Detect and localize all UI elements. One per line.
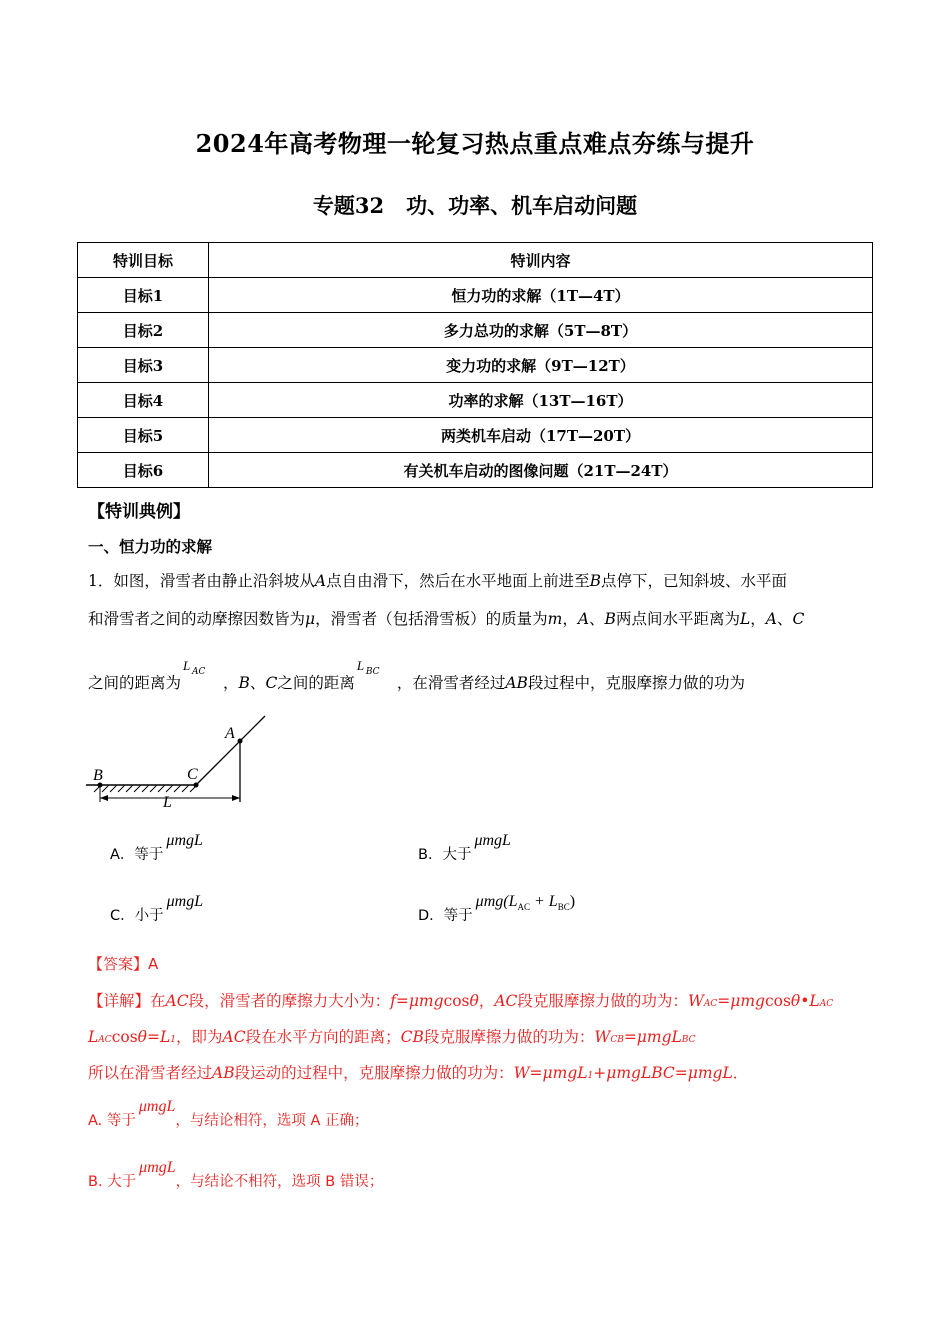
- section-1-heading: 一、恒力功的求解: [88, 537, 213, 556]
- table-cell-content: 变力功的求解（9T—12T）: [209, 348, 873, 383]
- explain-line-3: 所以在滑雪者经过AB段运动的过程中，克服摩擦力做的功为：W=μmgL1+μmgLBC=μmgL．: [88, 1064, 749, 1082]
- table-cell-content: 两类机车启动（17T—20T）: [209, 418, 873, 453]
- explain-line-1: 【详解】在AC段，滑雪者的摩擦力大小为：f=μmgcosθ，AC段克服摩擦力做的功为：WAC=μmgcosθ•LAC: [88, 992, 834, 1010]
- table-cell-target: 目标4: [78, 383, 209, 418]
- table-cell-content: 有关机车启动的图像问题（21T—24T）: [209, 453, 873, 488]
- l-arrow-right: [232, 795, 240, 801]
- l-arrow-left: [100, 795, 108, 801]
- table-cell-content: 多力总功的求解（5T—8T）: [209, 313, 873, 348]
- table-cell-target: 目标1: [78, 278, 209, 313]
- question-line-3: 之间的距离为 L AC ，B、C之间的距离 L BC ，在滑雪者经过AB段过程中，克服摩擦力做的功为: [88, 658, 745, 692]
- table-cell-target: 目标6: [78, 453, 209, 488]
- table-row: [78, 348, 873, 383]
- label-a: A: [225, 725, 235, 742]
- section-examples-heading: 【特训典例】: [88, 502, 190, 522]
- question-line-2: 和滑雪者之间的动摩擦因数皆为μ，滑雪者（包括滑雪板）的质量为m，A、B两点间水平距离为L，A、C: [88, 610, 805, 628]
- label-c: C: [187, 766, 198, 783]
- table-row: [78, 418, 873, 453]
- page-subtitle: 专题32 功、功率、机车启动问题: [312, 193, 638, 218]
- option-b[interactable]: B．大于μmgL: [418, 832, 511, 863]
- point-a: [238, 739, 243, 744]
- slope-diagram: [86, 712, 276, 812]
- table-header-content: 特训内容: [209, 243, 873, 278]
- label-b: B: [93, 767, 103, 784]
- point-c: [194, 783, 199, 788]
- explain-option-a: A. 等于μmgL，与结论相符，选项 A 正确；: [88, 1098, 369, 1129]
- table-header-row: [78, 243, 873, 278]
- table-row: [78, 383, 873, 418]
- label-l: L: [163, 794, 172, 811]
- table-row: [78, 278, 873, 313]
- table-header-target: 特训目标: [78, 243, 209, 278]
- explain-option-b: B. 大于μmgL，与结论不相符，选项 B 错误；: [88, 1159, 384, 1190]
- table-cell-target: 目标3: [78, 348, 209, 383]
- table-cell-content: 恒力功的求解（1T—4T）: [209, 278, 873, 313]
- table-cell-content: 功率的求解（13T—16T）: [209, 383, 873, 418]
- option-a[interactable]: A．等于μmgL: [110, 832, 203, 863]
- page-title: 2024年高考物理一轮复习热点重点难点夯练与提升: [195, 129, 755, 158]
- table-row: [78, 313, 873, 348]
- answer-line: 【答案】A: [88, 955, 159, 973]
- question-line-1: 1．如图，滑雪者由静止沿斜坡从A点自由滑下，然后在水平地面上前进至B点停下，已知斜坡、水平面: [88, 572, 787, 590]
- table-cell-target: 目标2: [78, 313, 209, 348]
- ground-hatch: [94, 785, 197, 792]
- option-c[interactable]: C．小于μmgL: [110, 893, 204, 924]
- table-row: [78, 453, 873, 488]
- option-d[interactable]: D．等于$\mu mg(L_{AC} + L_{BC})$: [418, 893, 576, 924]
- explain-line-2: LACcosθ=L1，即为AC段在水平方向的距离；CB段克服摩擦力做的功为：WCB=μmgLBC: [88, 1028, 696, 1046]
- targets-table: [77, 242, 873, 488]
- table-cell-target: 目标5: [78, 418, 209, 453]
